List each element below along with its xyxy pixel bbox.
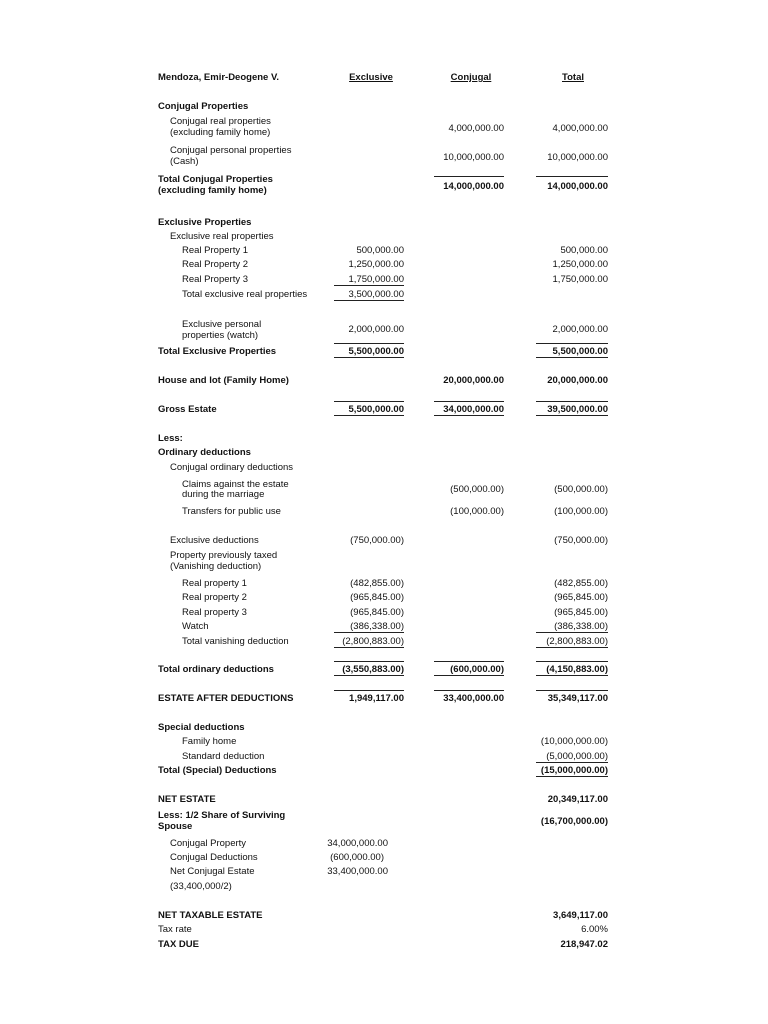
value-total-exclusive-exclusive: 5,500,000.00 — [334, 343, 404, 358]
label-tax-due: TAX DUE — [158, 939, 199, 950]
label-net-conjugal-division: (33,400,000/2) — [170, 881, 232, 892]
label-transfers: Transfers for public use — [182, 506, 281, 517]
value-vanishing-watch-exclusive: (386,338.00) — [334, 621, 404, 633]
value-total-conjugal-conjugal: 14,000,000.00 — [434, 176, 504, 192]
label-vanishing: Property previously taxed — [170, 550, 278, 561]
value-gross-total: 39,500,000.00 — [536, 401, 608, 416]
label-conjugal-personal: Conjugal personal properties — [170, 145, 292, 156]
value-standard-deduction: (5,000,000.00) — [536, 751, 608, 763]
taxpayer-name: Mendoza, Emir-Deogene V. — [158, 72, 280, 83]
value-vanishing-rp1-total: (482,855.00) — [554, 578, 608, 589]
section-exclusive-properties: Exclusive Properties — [158, 217, 252, 228]
value-total-ordinary-exclusive: (3,550,883.00) — [334, 661, 404, 676]
section-conjugal-properties: Conjugal Properties — [158, 101, 249, 112]
value-exclusive-personal-total: 2,000,000.00 — [552, 324, 608, 335]
value-family-home-deduction: (10,000,000.00) — [540, 736, 608, 747]
value-net-conjugal-estate: 33,400,000.00 — [327, 866, 388, 877]
label-exclusive-deductions: Exclusive deductions — [170, 535, 259, 546]
value-net-estate: 20,349,117.00 — [547, 794, 608, 805]
column-header-exclusive: Exclusive — [349, 72, 393, 83]
value-after-exclusive: 1,949,117.00 — [334, 690, 404, 704]
value-total-special-deductions: (15,000,000.00) — [536, 765, 608, 777]
value-claims-total: (500,000.00) — [554, 484, 608, 495]
value-transfers-conjugal: (100,000.00) — [450, 506, 504, 517]
value-vanishing-rp2-total: (965,845.00) — [554, 592, 608, 603]
label-family-home-deduction: Family home — [182, 736, 237, 747]
value-exclusive-deductions-exclusive: (750,000.00) — [350, 535, 404, 546]
label-claims-note: during the marriage — [182, 489, 265, 500]
value-rp3-exclusive: 1,750,000.00 — [334, 274, 404, 286]
value-gross-exclusive: 5,500,000.00 — [334, 401, 404, 416]
label-conjugal-property-calc: Conjugal Property — [170, 838, 247, 849]
label-net-conjugal-estate: Net Conjugal Estate — [170, 866, 255, 877]
value-vanishing-watch-total: (386,338.00) — [536, 621, 608, 633]
value-rp3-total: 1,750,000.00 — [552, 274, 608, 285]
value-tax-rate: 6.00% — [581, 924, 608, 935]
value-total-vanishing-total: (2,800,883.00) — [536, 636, 608, 648]
label-vanishing-rp2: Real property 2 — [182, 592, 247, 603]
column-header-conjugal: Conjugal — [450, 72, 492, 83]
label-exclusive-personal-note: properties (watch) — [182, 330, 259, 341]
value-total-exclusive-real: 3,500,000.00 — [334, 289, 404, 301]
label-net-taxable-estate: NET TAXABLE ESTATE — [158, 910, 263, 921]
value-conjugal-personal-conjugal: 10,000,000.00 — [443, 152, 504, 163]
label-conjugal-personal-note: (Cash) — [170, 156, 199, 167]
label-vanishing-watch: Watch — [182, 621, 209, 632]
value-vanishing-rp1-exclusive: (482,855.00) — [350, 578, 404, 589]
label-net-estate: NET ESTATE — [158, 794, 216, 805]
value-rp2-exclusive: 1,250,000.00 — [348, 259, 404, 270]
value-exclusive-personal-exclusive: 2,000,000.00 — [348, 324, 404, 335]
label-exclusive-personal: Exclusive personal — [182, 319, 262, 330]
label-exclusive-real: Exclusive real properties — [170, 231, 274, 242]
label-vanishing-rp3: Real property 3 — [182, 607, 247, 618]
label-ordinary-deductions: Ordinary deductions — [158, 447, 251, 458]
label-conjugal-real-note: (excluding family home) — [170, 127, 271, 138]
label-share-surviving-spouse-2: Spouse — [158, 821, 193, 832]
label-total-exclusive: Total Exclusive Properties — [158, 346, 277, 357]
label-vanishing-rp1: Real property 1 — [182, 578, 247, 589]
value-conjugal-real-total: 4,000,000.00 — [552, 123, 608, 134]
section-special-deductions: Special deductions — [158, 722, 245, 733]
label-total-conjugal: Total Conjugal Properties — [158, 174, 273, 185]
label-real-property-2: Real Property 2 — [182, 259, 249, 270]
label-real-property-1: Real Property 1 — [182, 245, 249, 256]
label-vanishing-note: (Vanishing deduction) — [170, 561, 262, 572]
value-vanishing-rp3-exclusive: (965,845.00) — [350, 607, 404, 618]
label-conjugal-deductions-calc: Conjugal Deductions — [170, 852, 258, 863]
value-total-vanishing-exclusive: (2,800,883.00) — [334, 636, 404, 648]
value-after-conjugal: 33,400,000.00 — [434, 690, 504, 704]
value-vanishing-rp3-total: (965,845.00) — [554, 607, 608, 618]
value-family-home-total: 20,000,000.00 — [547, 375, 608, 386]
label-total-vanishing: Total vanishing deduction — [182, 636, 289, 647]
value-exclusive-deductions-total: (750,000.00) — [554, 535, 608, 546]
label-total-conjugal-note: (excluding family home) — [158, 185, 267, 196]
label-standard-deduction: Standard deduction — [182, 751, 265, 762]
value-share-surviving-spouse: (16,700,000.00) — [540, 816, 608, 827]
label-conjugal-real: Conjugal real properties — [170, 116, 271, 127]
label-total-special-deductions: Total (Special) Deductions — [158, 765, 277, 776]
label-gross-estate: Gross Estate — [158, 404, 217, 415]
label-estate-after-deductions: ESTATE AFTER DEDUCTIONS — [158, 693, 294, 704]
label-family-home: House and lot (Family Home) — [158, 375, 289, 386]
value-after-total: 35,349,117.00 — [536, 690, 608, 704]
label-total-exclusive-real: Total exclusive real properties — [182, 289, 308, 300]
label-total-ordinary-deductions: Total ordinary deductions — [158, 664, 274, 675]
column-header-total: Total — [562, 72, 584, 83]
label-share-surviving-spouse: Less: 1/2 Share of Surviving — [158, 810, 286, 821]
value-total-conjugal-total: 14,000,000.00 — [536, 176, 608, 192]
value-tax-due: 218,947.02 — [560, 939, 608, 950]
label-tax-rate: Tax rate — [158, 924, 192, 935]
label-conjugal-ordinary-deductions: Conjugal ordinary deductions — [170, 462, 294, 473]
value-total-exclusive-total: 5,500,000.00 — [536, 343, 608, 358]
value-vanishing-rp2-exclusive: (965,845.00) — [350, 592, 404, 603]
value-claims-conjugal: (500,000.00) — [450, 484, 504, 495]
label-claims: Claims against the estate — [182, 479, 289, 490]
value-rp1-exclusive: 500,000.00 — [356, 245, 404, 256]
value-rp1-total: 500,000.00 — [560, 245, 608, 256]
value-conjugal-personal-total: 10,000,000.00 — [547, 152, 608, 163]
label-real-property-3: Real Property 3 — [182, 274, 249, 285]
value-family-home-conjugal: 20,000,000.00 — [443, 375, 504, 386]
value-transfers-total: (100,000.00) — [554, 506, 608, 517]
value-conjugal-real-conjugal: 4,000,000.00 — [448, 123, 504, 134]
label-less: Less: — [158, 433, 183, 444]
value-total-ordinary-total: (4,150,883.00) — [536, 661, 608, 676]
value-conjugal-deductions-calc: (600,000.00) — [330, 852, 384, 863]
value-total-ordinary-conjugal: (600,000.00) — [434, 661, 504, 676]
value-conjugal-property-calc: 34,000,000.00 — [327, 838, 388, 849]
value-rp2-total: 1,250,000.00 — [552, 259, 608, 270]
value-net-taxable-estate: 3,649,117.00 — [553, 910, 608, 921]
value-gross-conjugal: 34,000,000.00 — [434, 401, 504, 416]
